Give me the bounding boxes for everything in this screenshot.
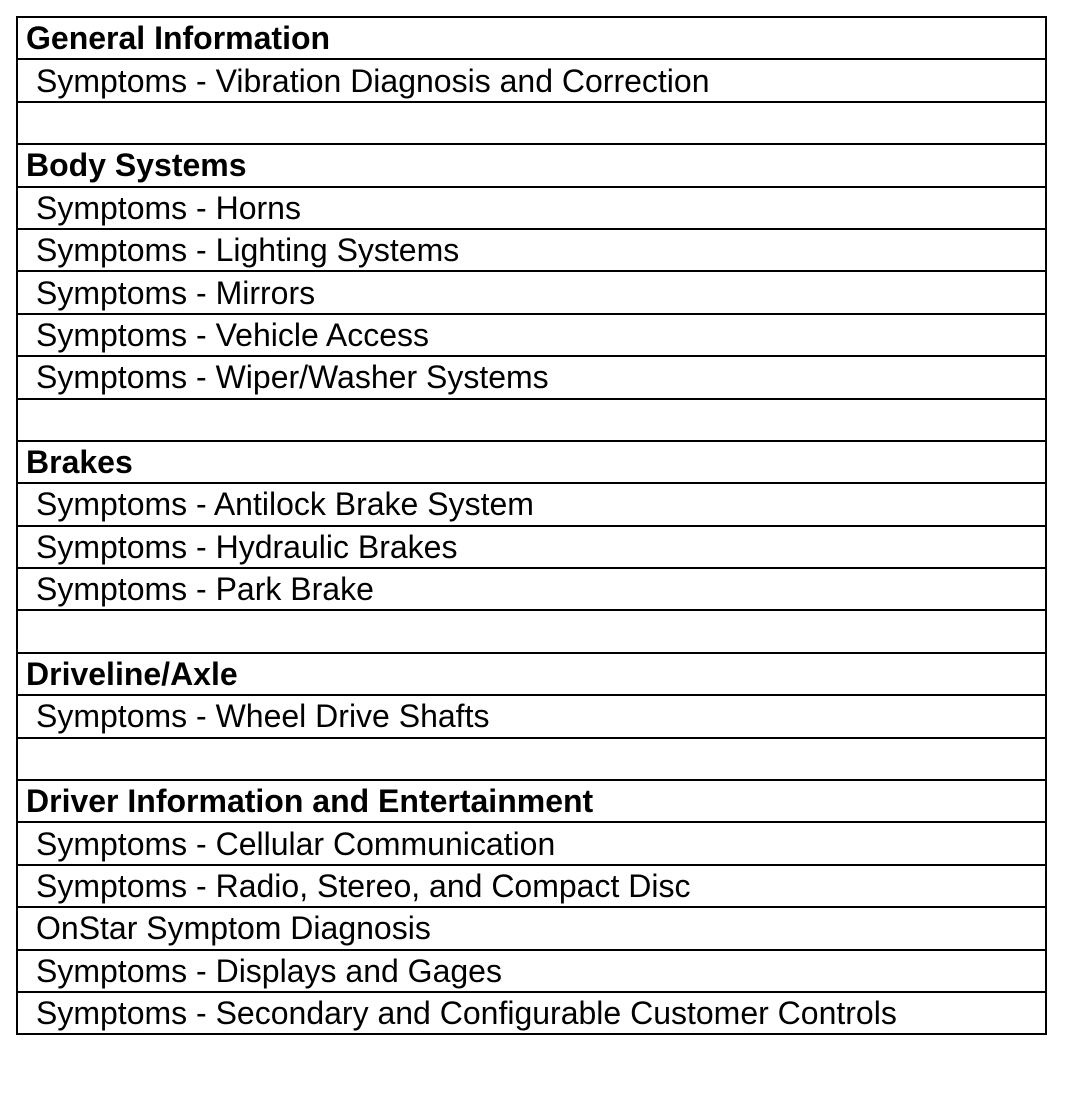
symptom-link-row[interactable] — [17, 187, 1046, 229]
symptom-link-row[interactable] — [17, 229, 1046, 271]
symptom-link-row[interactable] — [17, 695, 1046, 737]
spacer-cell — [17, 738, 1046, 780]
spacer-cell — [17, 610, 1046, 652]
symptom-link-row[interactable] — [17, 271, 1046, 313]
item-hydraulic-brakes[interactable]: Symptoms - Hydraulic Brakes — [17, 526, 1046, 568]
item-wiper-washer-systems[interactable]: Symptoms - Wiper/Washer Systems — [17, 356, 1046, 398]
item-mirrors[interactable]: Symptoms - Mirrors — [17, 271, 1046, 313]
symptom-link-row[interactable] — [17, 822, 1046, 864]
spacer-row-3 — [17, 610, 1046, 652]
spacer-cell — [17, 102, 1046, 144]
symptom-link-row[interactable] — [17, 950, 1046, 992]
symptoms-index-table — [16, 16, 1047, 1035]
symptom-link-row[interactable] — [17, 483, 1046, 525]
item-antilock-brake-system[interactable]: Symptoms - Antilock Brake System — [17, 483, 1046, 525]
section-driveline-axle: Driveline/Axle — [17, 653, 1046, 695]
item-wheel-drive-shafts[interactable]: Symptoms - Wheel Drive Shafts — [17, 695, 1046, 737]
section-header-row — [17, 144, 1046, 186]
symptom-link-row[interactable] — [17, 568, 1046, 610]
symptom-link-row[interactable] — [17, 992, 1046, 1034]
item-park-brake[interactable]: Symptoms - Park Brake — [17, 568, 1046, 610]
item-vehicle-access[interactable]: Symptoms - Vehicle Access — [17, 314, 1046, 356]
item-cellular-communication[interactable]: Symptoms - Cellular Communication — [17, 822, 1046, 864]
section-header-row — [17, 441, 1046, 483]
item-onstar-symptom-diagnosis[interactable]: OnStar Symptom Diagnosis — [17, 907, 1046, 949]
section-body-systems: Body Systems — [17, 144, 1046, 186]
section-header-row — [17, 780, 1046, 822]
item-secondary-configurable-controls[interactable]: Symptoms - Secondary and Configurable Customer Controls — [17, 992, 1046, 1034]
item-horns[interactable]: Symptoms - Horns — [17, 187, 1046, 229]
item-vibration-diagnosis[interactable]: Symptoms - Vibration Diagnosis and Correction — [17, 59, 1046, 101]
symptom-link-row[interactable] — [17, 907, 1046, 949]
symptom-link-row[interactable] — [17, 865, 1046, 907]
symptom-link-row[interactable] — [17, 314, 1046, 356]
symptom-link-row[interactable] — [17, 526, 1046, 568]
item-lighting-systems[interactable]: Symptoms - Lighting Systems — [17, 229, 1046, 271]
spacer-row-2 — [17, 399, 1046, 441]
spacer-row-4 — [17, 738, 1046, 780]
spacer-cell — [17, 399, 1046, 441]
section-header-row — [17, 653, 1046, 695]
section-brakes: Brakes — [17, 441, 1046, 483]
section-general-information: General Information — [17, 17, 1046, 59]
section-header-row — [17, 17, 1046, 59]
symptoms-index-body — [17, 17, 1046, 1034]
symptom-link-row[interactable] — [17, 59, 1046, 101]
spacer-row-1 — [17, 102, 1046, 144]
symptom-link-row[interactable] — [17, 356, 1046, 398]
item-displays-and-gages[interactable]: Symptoms - Displays and Gages — [17, 950, 1046, 992]
section-driver-information-entertainment: Driver Information and Entertainment — [17, 780, 1046, 822]
item-radio-stereo-compact-disc[interactable]: Symptoms - Radio, Stereo, and Compact Disc — [17, 865, 1046, 907]
